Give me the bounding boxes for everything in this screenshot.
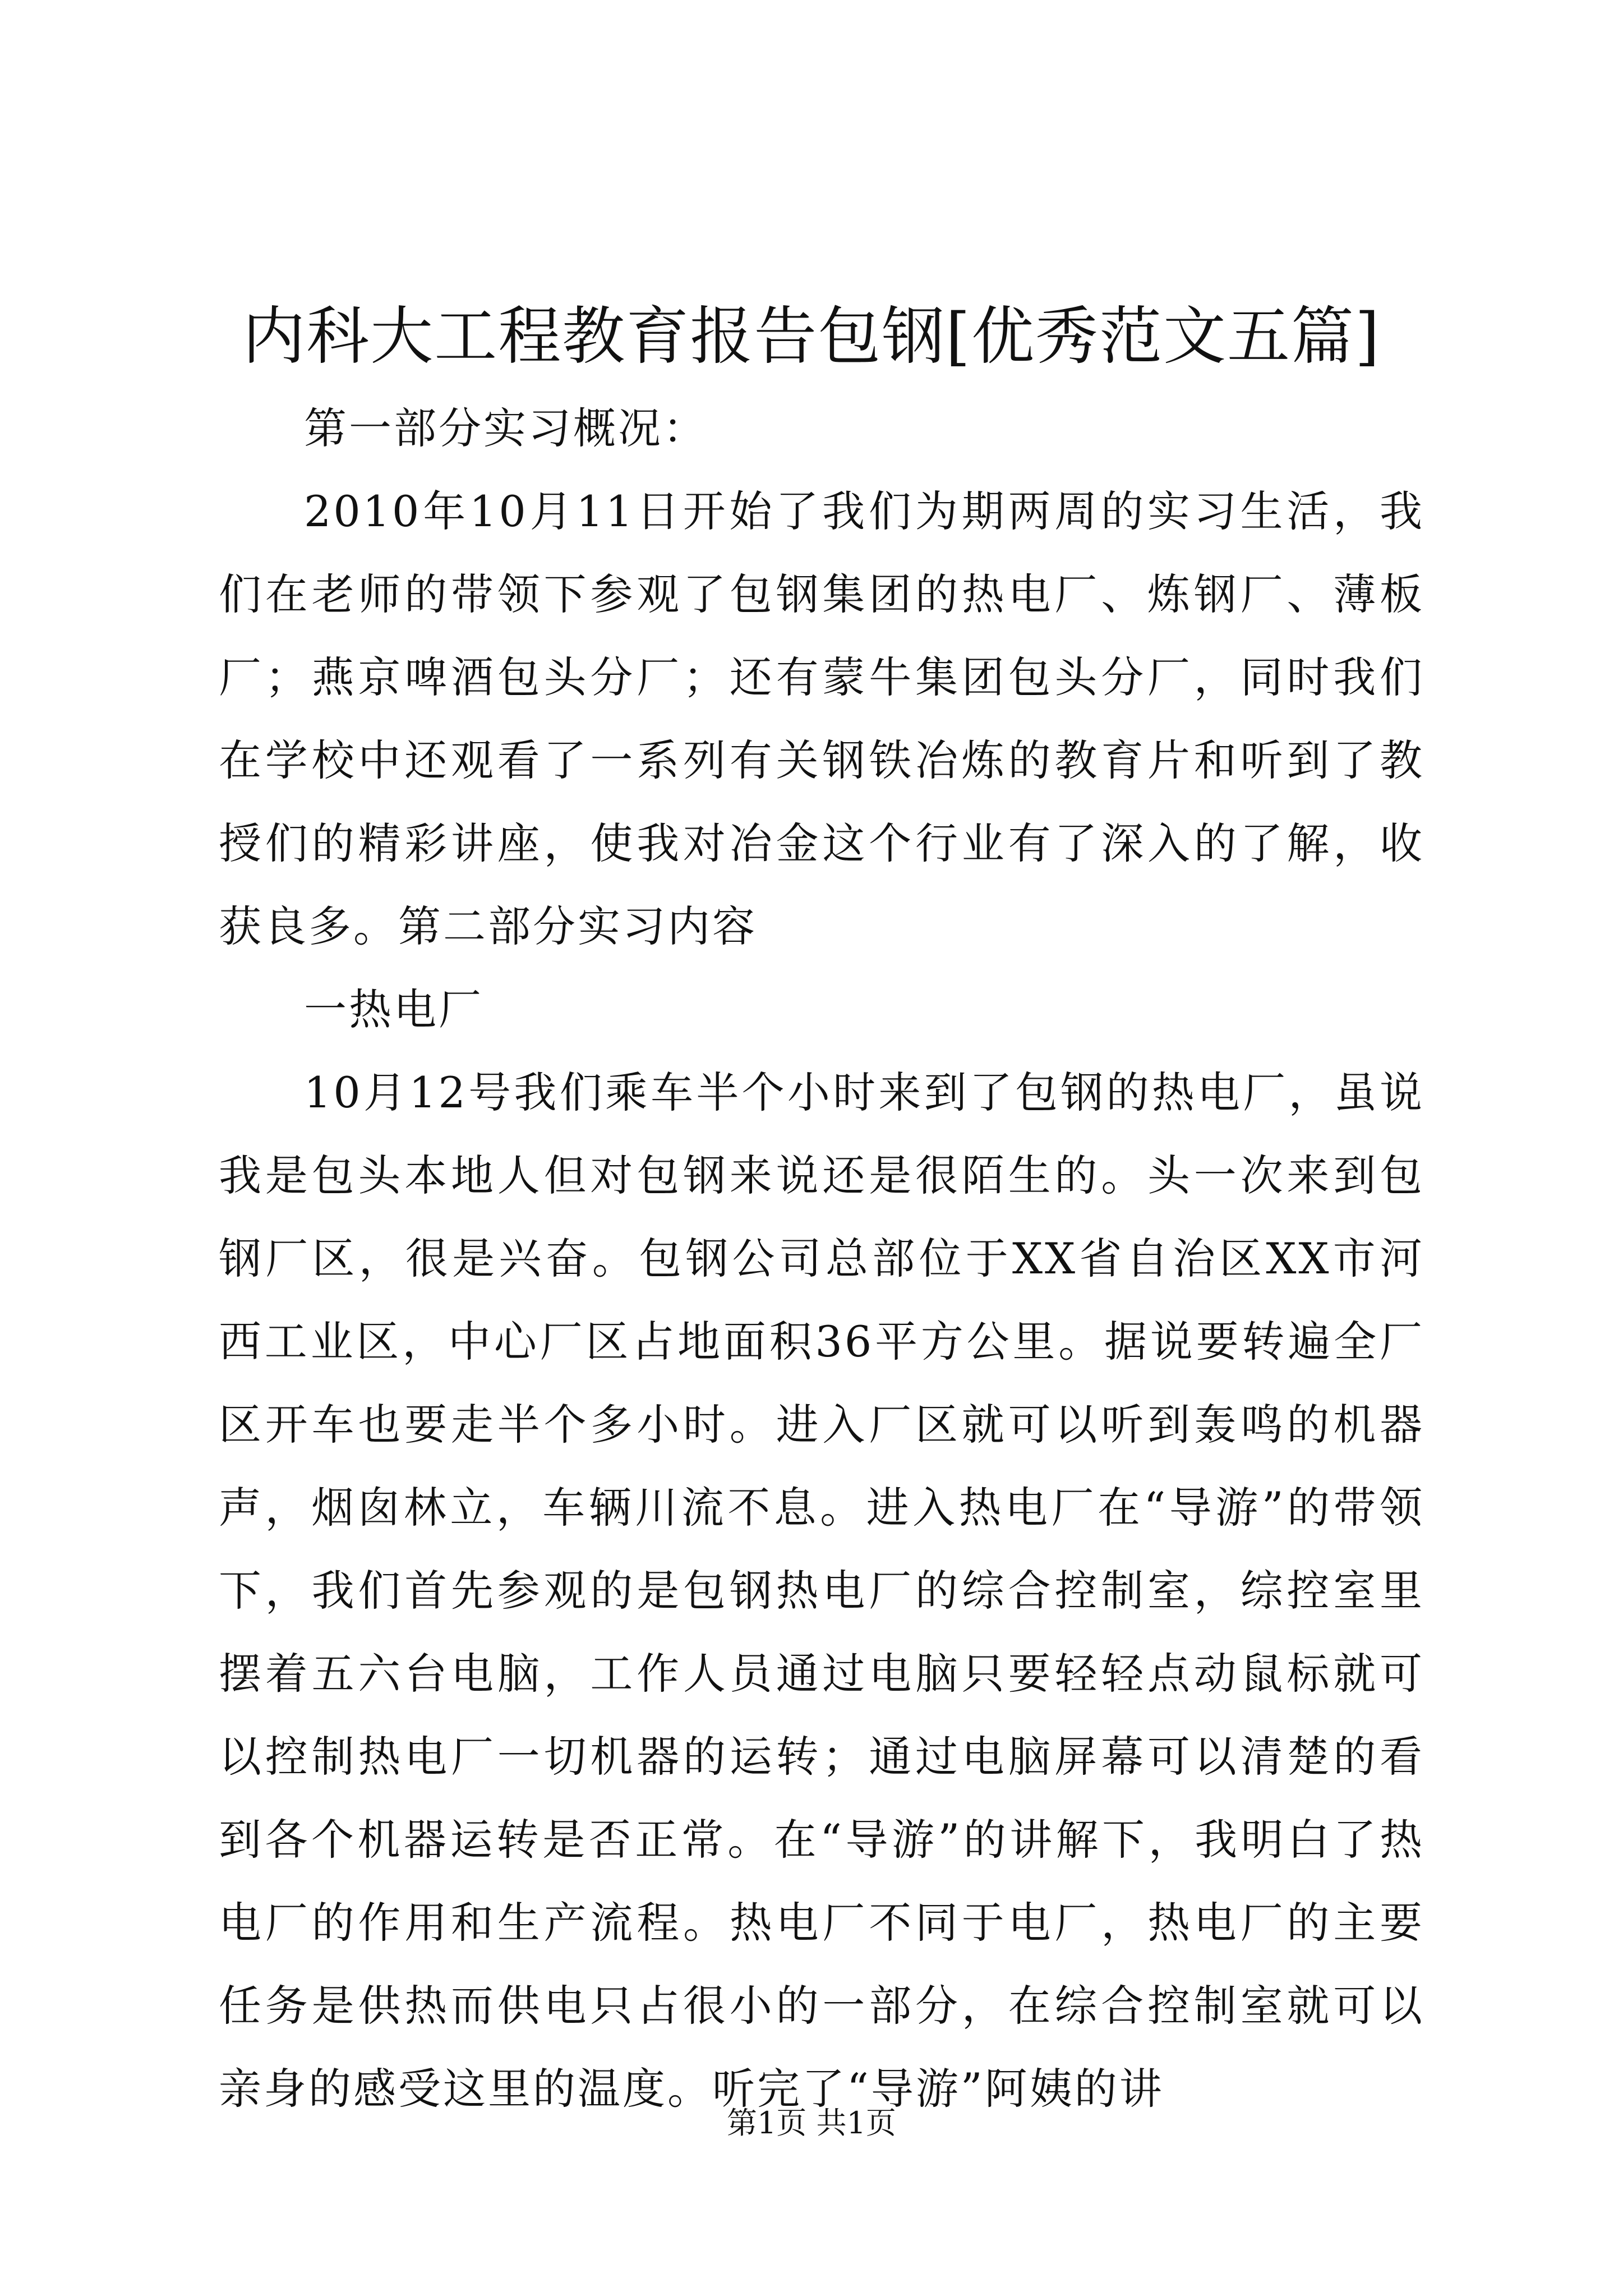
paragraph-subheading: 一热电厂 <box>304 984 483 1034</box>
document-body <box>219 387 1424 2131</box>
document-title: 内科大工程教育报告包钢[优秀范文五篇] <box>242 300 1381 373</box>
paragraph-section-heading: 第一部分实习概况： <box>304 403 708 453</box>
paragraph-power-plant: 10月12号我们乘车半个小时来到了包钢的热电厂，虽说我是包头本地人但对包钢来说还是很陌生的。头一次来到包钢厂区，很是兴奋。包钢公司总部位于XX省自治区XX市河西工业区，中心厂区占地面积36平方公里。据说要转遍全厂区开车也要走半个多小时。进入厂区就可以听到轰鸣的机器声，烟囱林立，车辆川流不息。进入热电厂在“导游”的带领下，我们首先参观的是包钢热电厂的综合控制室，综控室里摆着五六台电脑，工作人员通过电脑只要轻轻点动鼠标就可以控制热电厂一切机器的运转；通过电脑屏幕可以清楚的看到各个机器运转是否正常。在“导游”的讲解下，我明白了热电厂的作用和生产流程。热电厂不同于电厂，热电厂的主要任务是供热而供电只占很小的一部分，在综合控制室就可以亲身的感受这里的温度。听完了“导游”阿姨的讲 <box>219 1068 1424 2114</box>
paragraph-overview: 2010年10月11日开始了我们为期两周的实习生活，我们在老师的带领下参观了包钢集团的热电厂、炼钢厂、薄板厂；燕京啤酒包头分厂；还有蒙牛集团包头分厂，同时我们在学校中还观看了一系列有关钢铁冶炼的教育片和听到了教授们的精彩讲座，使我对冶金这个行业有了深入的了解，收获良多。第二部分实习内容 <box>219 486 1424 951</box>
page-footer: 第1页 共1页 <box>727 2105 896 2141</box>
